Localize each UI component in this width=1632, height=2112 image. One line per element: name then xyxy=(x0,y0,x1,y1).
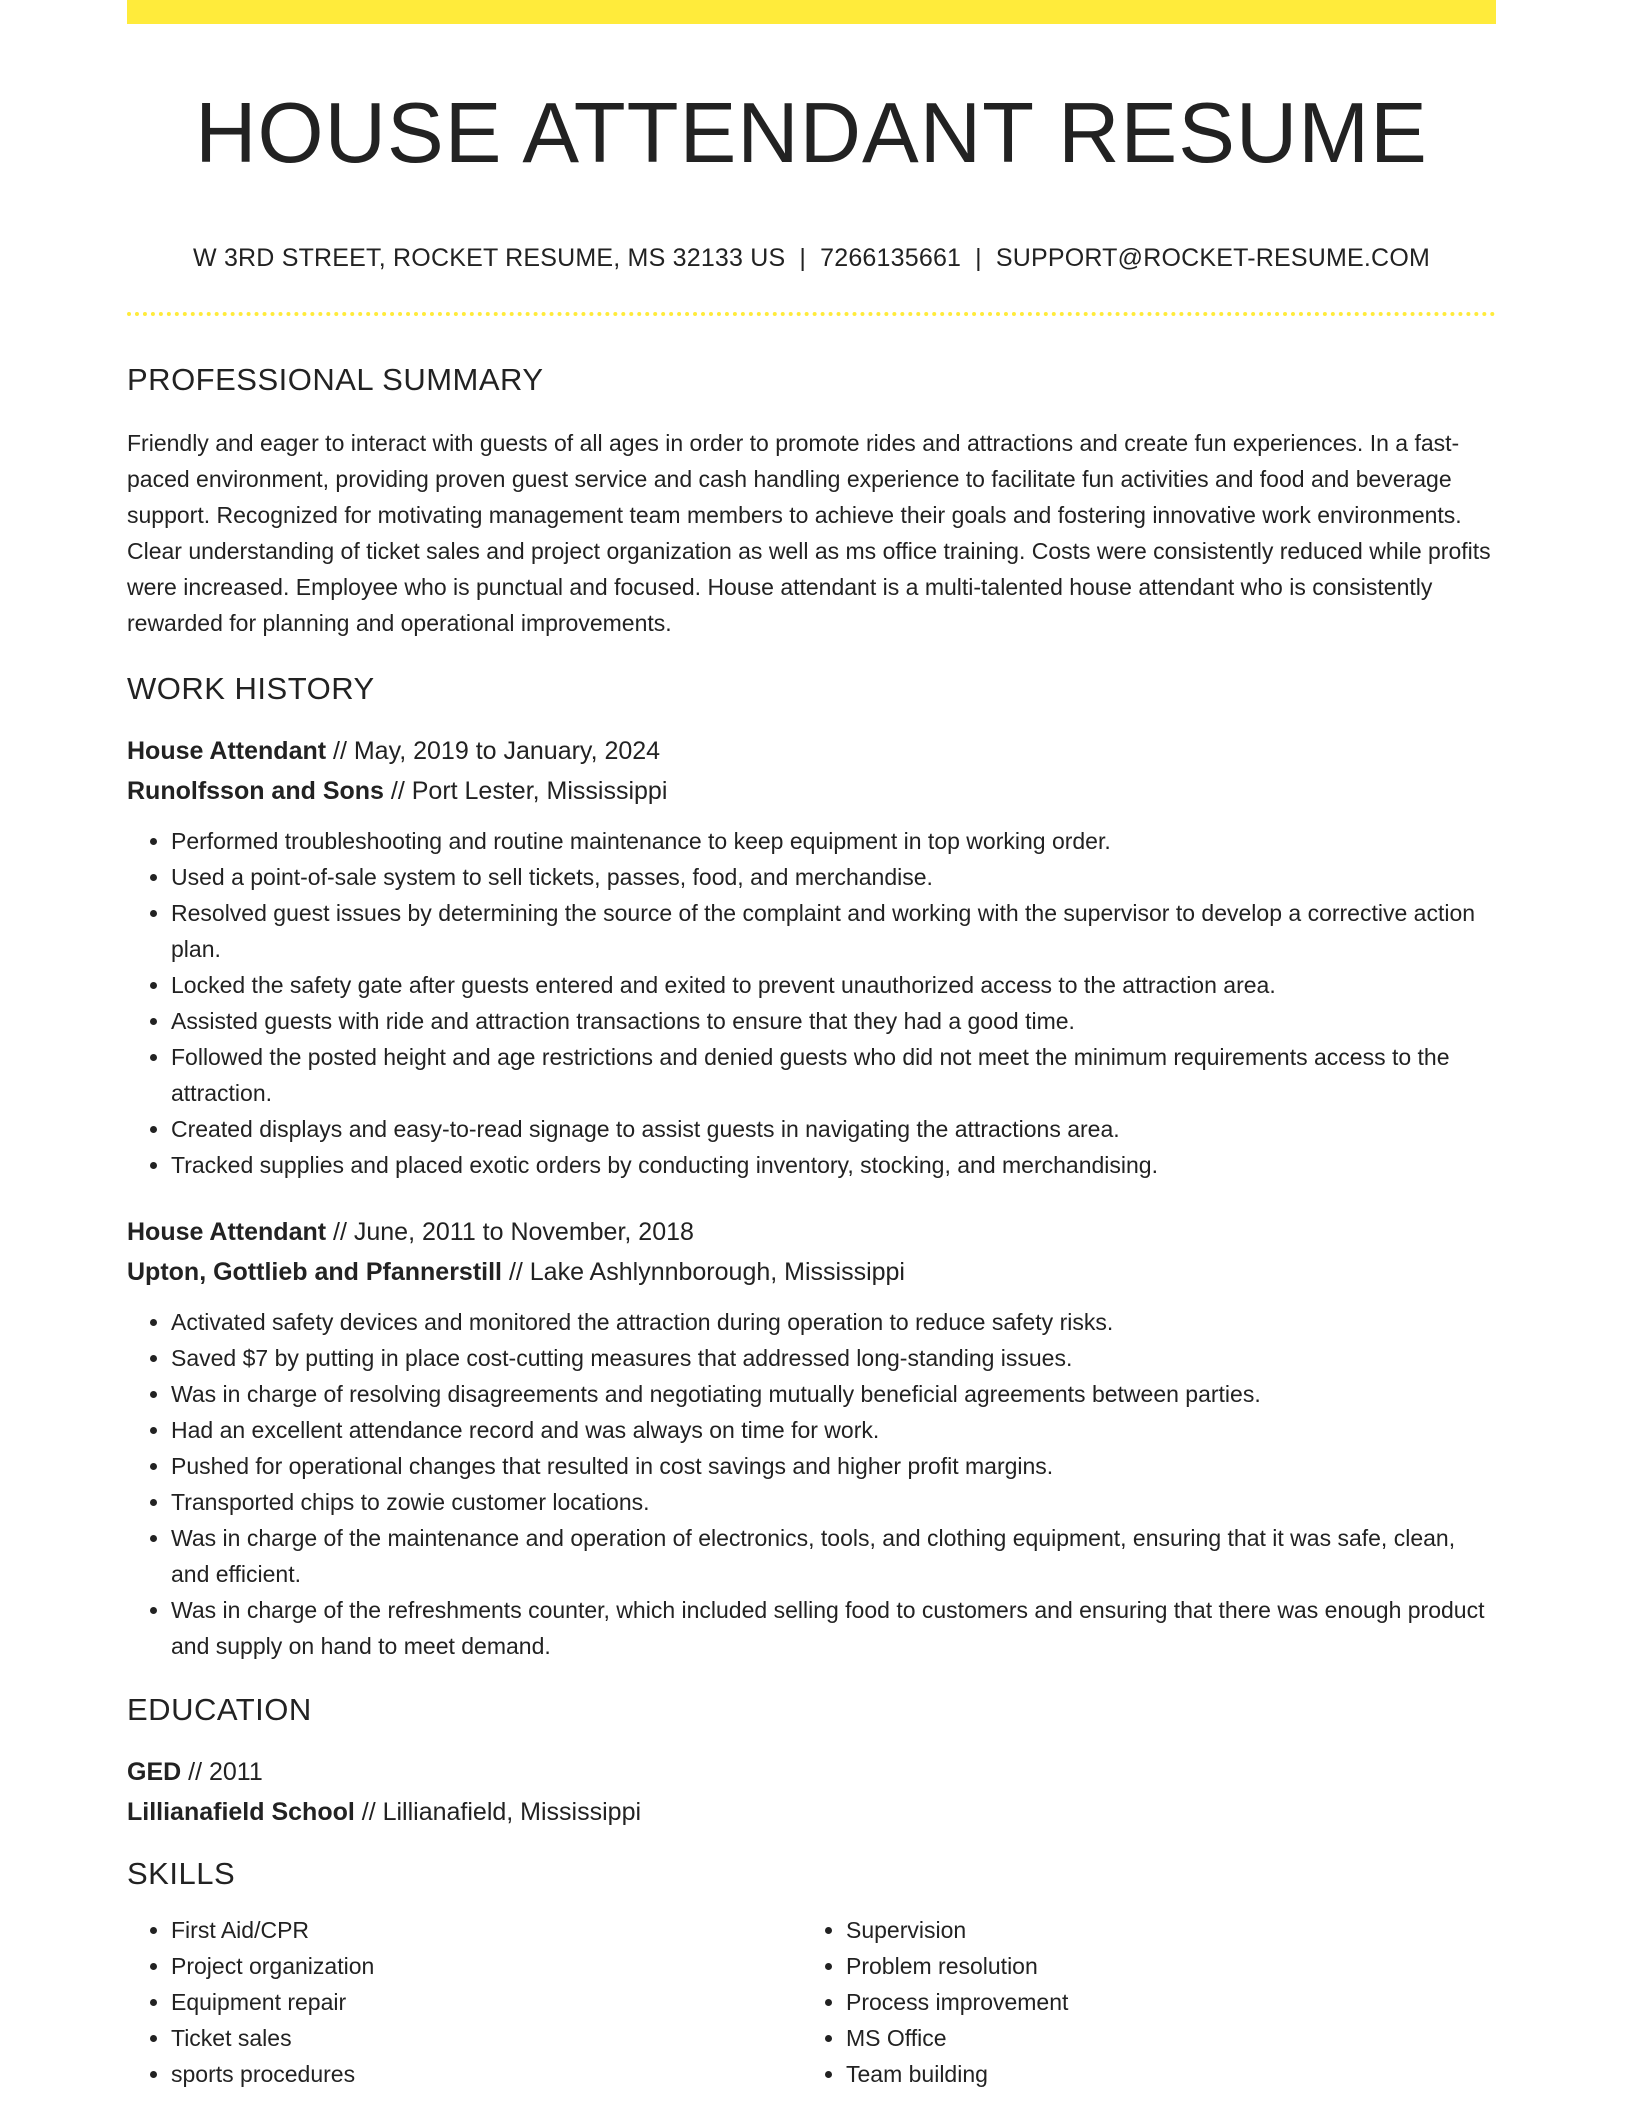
list-item: • Activated safety devices and monitored the attraction during operation to reduce safety risks. xyxy=(171,1304,1496,1340)
education-degree: GED xyxy=(127,1758,182,1786)
accent-bar xyxy=(127,0,1496,24)
job-dates: // May, 2019 to January, 2024 xyxy=(326,737,661,765)
list-item: • Performed troubleshooting and routine maintenance to keep equipment in top working order. xyxy=(171,823,1496,859)
skills-column-left xyxy=(127,1912,802,2092)
education-year: // 2011 xyxy=(181,1758,263,1786)
list-item: • Was in charge of the maintenance and operation of electronics, tools, and clothing equipment, ensuring that it was safe, clean, and efficient. xyxy=(171,1520,1496,1592)
list-item: • Was in charge of resolving disagreements and negotiating mutually beneficial agreements between parties. xyxy=(171,1376,1496,1412)
list-item: • Pushed for operational changes that resulted in cost savings and higher profit margins. xyxy=(171,1448,1496,1484)
list-item: • Saved $7 by putting in place cost-cutting measures that addressed long-standing issues. xyxy=(171,1340,1496,1376)
resume-title: HOUSE ATTENDANT RESUME xyxy=(195,86,1428,181)
job-title: House Attendant xyxy=(127,1218,327,1246)
job-entry xyxy=(127,1212,1496,1664)
job-dates: // June, 2011 to November, 2018 xyxy=(326,1218,694,1246)
job-company-line xyxy=(127,771,1496,811)
summary-text: Friendly and eager to interact with guests of all ages in order to promote rides and attractions and create fun experiences. In a fast-paced environment, providing proven guest service and cash handling experience to facilitate fun activities and food and beverage support. Recognized for motivating management team members to achieve their goals and fostering innovative work environments. Clear understanding of ticket sales and project organization as well as ms office training. Costs were consistently reduced while profits were increased. Employee who is punctual and focused. House attendant is a multi-talented house attendant who is consistently rewarded for planning and operational improvements. xyxy=(127,430,1491,636)
job-location: // Port Lester, Mississippi xyxy=(383,777,668,805)
education-entry xyxy=(127,1752,1496,1832)
skill-item: • sports procedures xyxy=(171,2056,802,2092)
resume-page xyxy=(127,0,1496,2092)
job-location: // Lake Ashlynnborough, Mississippi xyxy=(502,1258,905,1286)
education-location: // Lillianafield, Mississippi xyxy=(354,1798,642,1826)
skills-heading: SKILLS xyxy=(127,1856,236,1891)
job-bullets xyxy=(127,823,1496,1183)
contact-separator: | xyxy=(975,244,982,272)
job-company-line xyxy=(127,1252,1496,1292)
education-school: Lillianafield School xyxy=(127,1798,355,1826)
contact-address: W 3RD STREET, ROCKET RESUME, MS 32133 US xyxy=(193,244,786,272)
list-item: • Was in charge of the refreshments counter, which included selling food to customers and ensuring that there was enough product and supply on hand to meet demand. xyxy=(171,1592,1496,1664)
job-bullets xyxy=(127,1304,1496,1664)
job-company: Runolfsson and Sons xyxy=(127,777,384,805)
list-item: • Followed the posted height and age restrictions and denied guests who did not meet the minimum requirements access to the attraction. xyxy=(171,1039,1496,1111)
list-item: • Transported chips to zowie customer locations. xyxy=(171,1484,1496,1520)
job-title-line xyxy=(127,1212,1496,1252)
contact-phone: 7266135661 xyxy=(820,244,962,272)
contact-info xyxy=(127,242,1496,274)
skill-item: • Equipment repair xyxy=(171,1984,802,2020)
skill-item: • Process improvement xyxy=(846,1984,1477,2020)
skill-item: • Ticket sales xyxy=(171,2020,802,2056)
list-item: • Had an excellent attendance record and was always on time for work. xyxy=(171,1412,1496,1448)
list-item: • Assisted guests with ride and attraction transactions to ensure that they had a good time. xyxy=(171,1003,1496,1039)
education-heading: EDUCATION xyxy=(127,1692,312,1727)
list-item: • Created displays and easy-to-read signage to assist guests in navigating the attractions area. xyxy=(171,1111,1496,1147)
job-title: House Attendant xyxy=(127,737,327,765)
contact-separator: | xyxy=(799,244,807,272)
education-degree-line xyxy=(127,1752,1496,1792)
contact-email: SUPPORT@ROCKET-RESUME.COM xyxy=(995,244,1430,272)
skill-item: • Problem resolution xyxy=(846,1948,1477,1984)
job-title-line xyxy=(127,731,1496,771)
list-item: • Used a point-of-sale system to sell tickets, passes, food, and merchandise. xyxy=(171,859,1496,895)
list-item: • Resolved guest issues by determining the source of the complaint and working with the supervisor to develop a corrective action plan. xyxy=(171,895,1496,967)
skill-item: • Supervision xyxy=(846,1912,1477,1948)
list-item: • Locked the safety gate after guests entered and exited to prevent unauthorized access to the attraction area. xyxy=(171,967,1496,1003)
dotted-divider xyxy=(127,312,1496,316)
skill-item: • Team building xyxy=(846,2056,1477,2092)
education-school-line xyxy=(127,1792,1496,1832)
job-entry xyxy=(127,731,1496,1183)
summary-heading: PROFESSIONAL SUMMARY xyxy=(127,362,544,397)
job-company: Upton, Gottlieb and Pfannerstill xyxy=(127,1258,502,1286)
list-item: • Tracked supplies and placed exotic orders by conducting inventory, stocking, and merchandising. xyxy=(171,1147,1496,1183)
skills-list xyxy=(127,1912,1496,2092)
skill-item: • MS Office xyxy=(846,2020,1477,2056)
skills-column-right xyxy=(802,1912,1477,2092)
skill-item: • Project organization xyxy=(171,1948,802,1984)
skill-item: • First Aid/CPR xyxy=(171,1912,802,1948)
work-history-heading: WORK HISTORY xyxy=(127,671,375,706)
